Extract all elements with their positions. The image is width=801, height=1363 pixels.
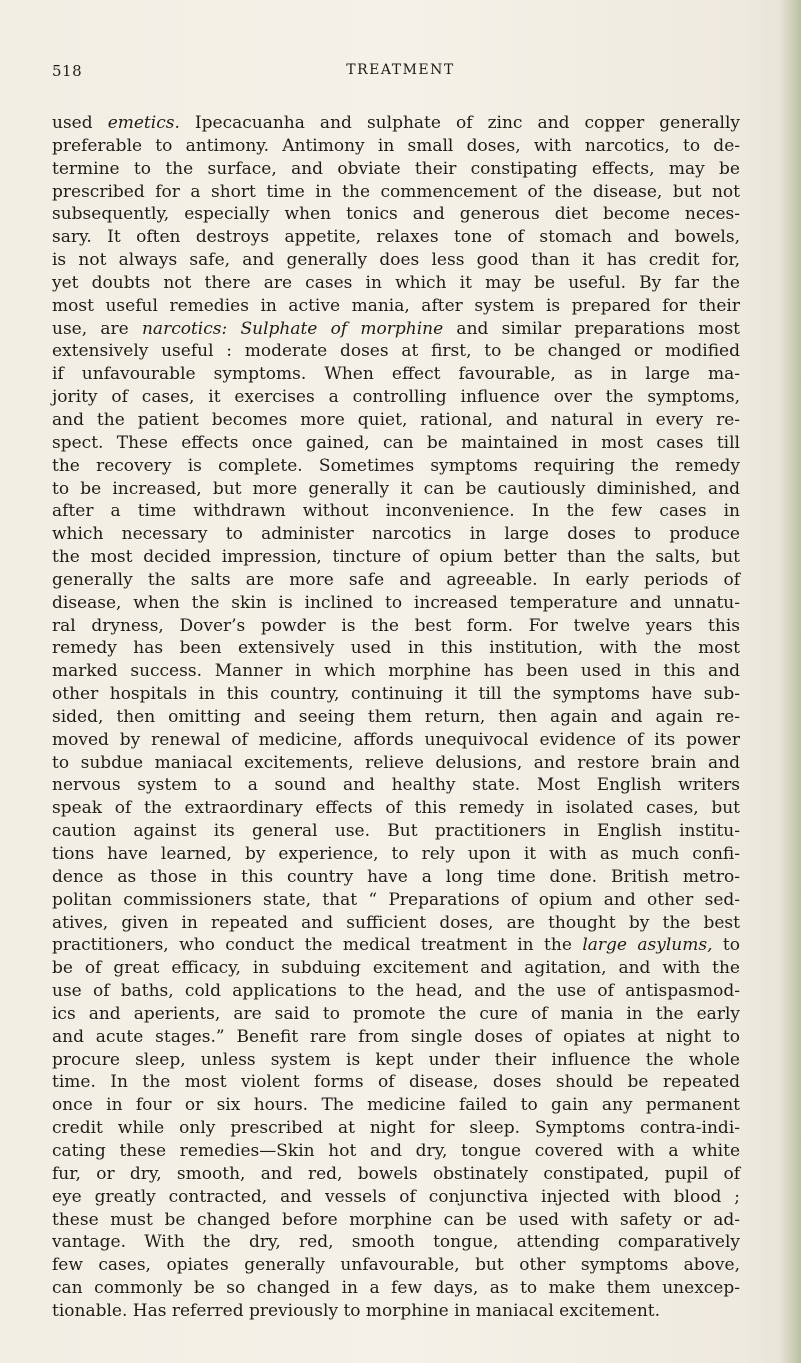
text-line (52, 615, 740, 638)
text-segment: credit while only prescribed at night for sleep. Symptoms contra-indi- (52, 1118, 740, 1139)
text-line (52, 660, 740, 683)
text-segment: and similar preparations most (443, 318, 741, 339)
text-line (52, 386, 740, 409)
text-line (52, 569, 740, 592)
text-segment: be of great efficacy, in subduing excitement and agitation, and with the (52, 958, 740, 979)
text-line (52, 866, 740, 889)
text-segment: used (52, 113, 108, 133)
text-segment: speak of the extraordinary effects of this remedy in isolated cases, but (52, 798, 740, 819)
text-segment: other hospitals in this country, continuing it till the symptoms have sub- (52, 684, 740, 705)
text-line (52, 729, 740, 752)
text-segment: nervous system to a sound and healthy state. Most English writers (52, 775, 740, 796)
text-segment: time. In the most violent forms of disease, doses should be repeated (52, 1072, 740, 1093)
text-segment: if unfavourable symptoms. When effect favourable, as in large ma- (52, 364, 740, 385)
text-line (52, 889, 740, 912)
text-segment: subsequently, especially when tonics and generous diet become neces- (52, 204, 740, 225)
text-segment: to be increased, but more generally it can be cautiously diminished, and (52, 478, 740, 499)
text-line (52, 226, 740, 249)
text-segment: marked success. Manner in which morphine has been used in this and (52, 661, 740, 682)
text-segment: jority of cases, it exercises a controlling influence over the symptoms, (52, 387, 740, 408)
text-line (52, 1254, 740, 1277)
text-line (52, 912, 740, 935)
text-line (52, 181, 740, 204)
text-segment: ics and aperients, are said to promote the cure of mania in the early (52, 1003, 740, 1024)
text-segment: preferable to antimony. Antimony in small doses, with narcotics, to de- (52, 135, 740, 156)
text-segment: moved by renewal of medicine, affords unequivocal evidence of its power (52, 729, 740, 750)
text-segment: politan commissioners state, that “ Preparations of opium and other sed- (52, 889, 740, 910)
text-segment: cating these remedies—Skin hot and dry, tongue covered with a white (52, 1140, 740, 1161)
text-line (52, 112, 740, 135)
text-line (52, 820, 740, 843)
text-segment: the most decided impression, tincture of opium better than the salts, but (52, 547, 740, 568)
text-line (52, 1049, 740, 1072)
text-segment: most useful remedies in active mania, after system is prepared for their (52, 295, 740, 316)
text-line (52, 637, 740, 660)
text-segment: practitioners, who conduct the medical treatment in the (52, 935, 583, 956)
text-line (52, 249, 740, 272)
text-line (52, 478, 740, 501)
text-segment: tionable. Has referred previously to morphine in maniacal excitement. (52, 1300, 661, 1321)
text-line (52, 1163, 740, 1186)
text-line (52, 1094, 740, 1117)
text-segment: can commonly be so changed in a few days, as to make them unexcep- (52, 1278, 740, 1299)
text-line (52, 1231, 740, 1254)
text-segment: which necessary to administer narcotics in large doses to produce (52, 524, 740, 545)
text-segment: tions have learned, by experience, to rely upon it with as much confi- (52, 844, 740, 864)
text-line (52, 203, 740, 226)
text-segment: dence as those in this country have a long time done. British metro- (52, 866, 740, 887)
text-segment: few cases, opiates generally unfavourable, but other symptoms above, (52, 1255, 740, 1276)
text-segment: after a time withdrawn without inconvenience. In the few cases in (52, 501, 740, 522)
body-text (52, 112, 740, 1323)
text-line (52, 1209, 740, 1232)
text-line (52, 272, 740, 295)
text-line (52, 592, 740, 615)
text-line (52, 980, 740, 1003)
text-line (52, 432, 740, 455)
text-segment: disease, when the skin is inclined to increased temperature and unnatu- (52, 592, 740, 613)
text-line (52, 500, 740, 523)
text-line (52, 1071, 740, 1094)
page-number: 518 (52, 62, 83, 80)
text-segment: use of baths, cold applications to the head, and the use of antispasmod- (52, 981, 740, 1002)
italic-text-segment: narcotics: (141, 318, 228, 339)
text-line (52, 409, 740, 432)
text-line (52, 523, 740, 546)
text-segment (227, 319, 240, 339)
text-line (52, 318, 740, 341)
text-segment: use, are (52, 318, 142, 339)
italic-text-segment: emetics. (107, 113, 180, 133)
text-line (52, 706, 740, 729)
running-head: TREATMENT (346, 62, 455, 78)
text-segment: to subdue maniacal excitements, relieve delusions, and restore brain and (52, 752, 740, 773)
text-line (52, 363, 740, 386)
text-segment: extensively useful : moderate doses at first, to be changed or modified (52, 341, 740, 362)
text-line (52, 1003, 740, 1026)
text-segment: Ipecacuanha and sulphate of zinc and copper generally (179, 113, 740, 133)
text-segment: termine to the surface, and obviate their constipating effects, may be (52, 158, 740, 179)
text-segment: and the patient becomes more quiet, rational, and natural in every re- (52, 409, 740, 430)
text-segment: generally the salts are more safe and agreeable. In early periods of (52, 569, 740, 590)
text-line (52, 455, 740, 478)
text-line (52, 135, 740, 158)
text-line (52, 1117, 740, 1140)
italic-text-segment: Sulphate of morphine (240, 318, 444, 339)
text-segment: to (712, 935, 740, 956)
text-line (52, 158, 740, 181)
text-segment: ral dryness, Dover’s powder is the best form. For twelve years this (52, 615, 740, 636)
text-line (52, 934, 740, 957)
text-segment: fur, or dry, smooth, and red, bowels obstinately constipated, pupil of (52, 1163, 740, 1184)
text-line (52, 295, 740, 318)
text-line (52, 774, 740, 797)
text-segment: sided, then omitting and seeing them return, then again and again re- (52, 706, 740, 727)
text-segment: caution against its general use. But practitioners in English institu- (52, 821, 740, 842)
text-segment: remedy has been extensively used in this institution, with the most (52, 638, 740, 659)
text-line (52, 1277, 740, 1300)
text-line (52, 752, 740, 775)
text-segment: procure sleep, unless system is kept under their influence the whole (52, 1049, 740, 1070)
text-segment: prescribed for a short time in the commencement of the disease, but not (52, 181, 740, 202)
text-segment: spect. These effects once gained, can be maintained in most cases till (52, 432, 740, 453)
text-line (52, 1300, 740, 1323)
text-line (52, 843, 740, 866)
text-segment: yet doubts not there are cases in which it may be useful. By far the (52, 272, 740, 293)
text-line (52, 340, 740, 363)
text-segment: atives, given in repeated and sufficient doses, are thought by the best (52, 912, 740, 933)
text-line (52, 1140, 740, 1163)
text-line (52, 546, 740, 569)
text-segment: is not always safe, and generally does less good than it has credit for, (52, 250, 740, 271)
text-line (52, 1026, 740, 1049)
text-line (52, 1186, 740, 1209)
text-segment: once in four or six hours. The medicine failed to gain any permanent (52, 1095, 740, 1116)
text-segment: the recovery is complete. Sometimes symptoms requiring the remedy (52, 455, 740, 476)
text-segment: these must be changed before morphine can be used with safety or ad- (52, 1209, 740, 1230)
text-line (52, 957, 740, 980)
text-line (52, 683, 740, 706)
italic-text-segment: large asylums, (582, 935, 713, 956)
text-line (52, 797, 740, 820)
text-segment: vantage. With the dry, red, smooth tongue, attending comparatively (52, 1232, 740, 1253)
text-segment: eye greatly contracted, and vessels of conjunctiva injected with blood ; (52, 1186, 740, 1207)
text-segment: and acute stages.” Benefit rare from single doses of opiates at night to (52, 1026, 740, 1047)
text-segment: sary. It often destroys appetite, relaxes tone of stomach and bowels, (52, 227, 740, 248)
page-edge-shadow (779, 0, 801, 1363)
